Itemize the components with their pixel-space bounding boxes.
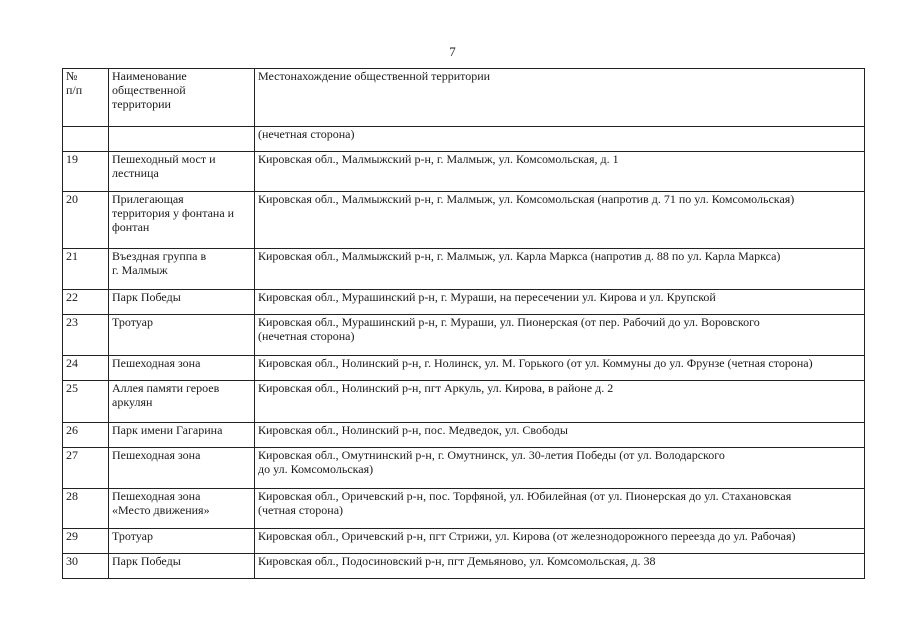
row-location: Кировская обл., Подосиновский р-н, пгт Демьяново, ул. Комсомольская, д. 38 [255,554,865,579]
row-location: Кировская обл., Мурашинский р-н, г. Мураши, ул. Пионерская (от пер. Рабочий до ул. Воровского (нечетная сторона) [255,315,865,356]
page-number: 7 [449,44,456,59]
row-name: Парк Победы [109,290,255,315]
table-row [63,152,865,192]
row-location: Кировская обл., Нолинский р-н, г. Нолинск, ул. М. Горького (от ул. Коммуны до ул. Фрунзе (четная сторона) [255,356,865,381]
row-name: Парк Победы [109,554,255,579]
row-number: 30 [63,554,109,579]
row-number: 28 [63,489,109,529]
row-location: Кировская обл., Малмыжский р-н, г. Малмыж, ул. Комсомольская, д. 1 [255,152,865,192]
row-name: Пешеходный мост и лестница [109,152,255,192]
table-row [63,381,865,423]
row-number: 29 [63,529,109,554]
row-name: Пешеходная зона «Место движения» [109,489,255,529]
row-number: 25 [63,381,109,423]
row-number: 27 [63,448,109,489]
header-location: Местонахождение общественной территории [255,69,865,127]
row-location: Кировская обл., Нолинский р-н, пгт Аркуль, ул. Кирова, в районе д. 2 [255,381,865,423]
row-location: Кировская обл., Омутнинский р-н, г. Омутнинск, ул. 30-летия Победы (от ул. Володарского до ул. Комсомольская) [255,448,865,489]
table-body [63,127,865,579]
row-location: Кировская обл., Мурашинский р-н, г. Мураши, на пересечении ул. Кирова и ул. Крупской [255,290,865,315]
row-name: Тротуар [109,529,255,554]
row-location: Кировская обл., Малмыжский р-н, г. Малмыж, ул. Комсомольская (напротив д. 71 по ул. Комсомольская) [255,192,865,249]
table-row [63,290,865,315]
row-name: Парк имени Гагарина [109,423,255,448]
table-row [63,448,865,489]
table-row [63,315,865,356]
row-name: Въездная группа в г. Малмыж [109,249,255,290]
territories-table [62,68,865,579]
row-name: Пешеходная зона [109,356,255,381]
row-name: Аллея памяти героев аркулян [109,381,255,423]
row-number: 20 [63,192,109,249]
row-number: 21 [63,249,109,290]
row-number: 24 [63,356,109,381]
table-header [63,69,865,127]
header-number: № п/п [63,69,109,127]
header-name: Наименование общественной территории [109,69,255,127]
table-row [63,423,865,448]
table-row [63,529,865,554]
row-name: Тротуар [109,315,255,356]
table-row [63,489,865,529]
row-location: Кировская обл., Оричевский р-н, пгт Стрижи, ул. Кирова (от железнодорожного переезда до ул. Рабочая) [255,529,865,554]
row-name: Прилегающая территория у фонтана и фонтан [109,192,255,249]
row-number: 23 [63,315,109,356]
row-number: 22 [63,290,109,315]
row-name: Пешеходная зона [109,448,255,489]
row-location: Кировская обл., Малмыжский р-н, г. Малмыж, ул. Карла Маркса (напротив д. 88 по ул. Карла Маркса) [255,249,865,290]
table-row [63,127,865,152]
row-location: Кировская обл., Оричевский р-н, пос. Торфяной, ул. Юбилейная (от ул. Пионерская до ул. Стахановская (четная сторона) [255,489,865,529]
row-location: Кировская обл., Нолинский р-н, пос. Медведок, ул. Свободы [255,423,865,448]
table-row [63,356,865,381]
row-number: 19 [63,152,109,192]
row-number: 26 [63,423,109,448]
row-location: (нечетная сторона) [255,127,865,152]
table-row [63,554,865,579]
table-row [63,192,865,249]
table-row [63,249,865,290]
row-number [63,127,109,152]
row-name [109,127,255,152]
